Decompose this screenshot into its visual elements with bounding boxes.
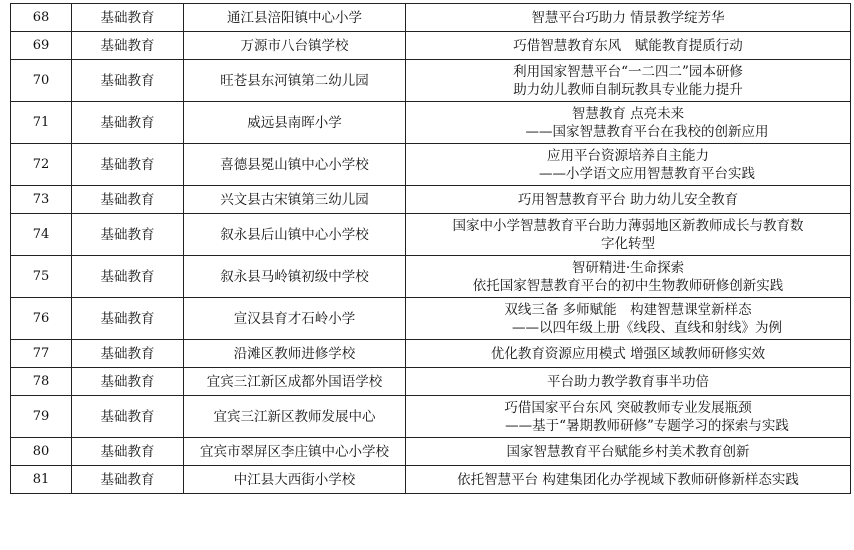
school-cell: 叙永县后山镇中心小学校 xyxy=(184,214,406,256)
row-number-cell: 70 xyxy=(11,60,72,102)
project-title-line: 巧借智慧教育东风 赋能教育提质行动 xyxy=(513,37,743,54)
project-subtitle-line: 依托国家智慧教育平台的初中生物教师研修创新实践 xyxy=(472,277,784,294)
row-number-cell: 72 xyxy=(11,144,72,186)
project-title-line: 依托智慧平台 构建集团化办学视域下教师研修新样态实践 xyxy=(457,471,799,488)
row-number-cell: 69 xyxy=(11,32,72,60)
project-title-line: 应用平台资源培养自主能力 xyxy=(547,147,709,164)
project-subtitle-line: ——小学语文应用智慧教育平台实践 xyxy=(539,165,755,182)
row-number-cell: 74 xyxy=(11,214,72,256)
project-title-cell xyxy=(406,298,851,340)
project-title-line: 双线三备 多师赋能 构建智慧课堂新样态 xyxy=(504,301,752,318)
project-title-cell xyxy=(406,102,851,144)
project-subtitle-line: ——国家智慧教育平台在我校的创新应用 xyxy=(525,123,769,140)
project-title-cell xyxy=(406,466,851,494)
project-title-line: 智研精进·生命探索 xyxy=(571,259,685,276)
project-title-line: 平台助力教学教育事半功倍 xyxy=(547,373,709,390)
project-title-cell xyxy=(406,438,851,466)
table-row xyxy=(11,438,851,466)
project-title-cell xyxy=(406,144,851,186)
project-title-cell xyxy=(406,32,851,60)
category-cell: 基础教育 xyxy=(72,438,184,466)
project-title-line: 国家中小学智慧教育平台助力薄弱地区新教师成长与教育数 xyxy=(452,217,804,234)
table-row xyxy=(11,466,851,494)
school-cell: 旺苍县东河镇第二幼儿园 xyxy=(184,60,406,102)
project-title-cell xyxy=(406,214,851,256)
row-number-cell: 79 xyxy=(11,396,72,438)
table-row xyxy=(11,144,851,186)
category-cell: 基础教育 xyxy=(72,340,184,368)
table-row xyxy=(11,186,851,214)
row-number-cell: 76 xyxy=(11,298,72,340)
table-row xyxy=(11,368,851,396)
table-row xyxy=(11,396,851,438)
school-cell: 万源市八台镇学校 xyxy=(184,32,406,60)
school-cell: 宜宾三江新区成都外国语学校 xyxy=(184,368,406,396)
project-title-cell xyxy=(406,186,851,214)
table-row xyxy=(11,60,851,102)
row-number-cell: 78 xyxy=(11,368,72,396)
row-number-cell: 68 xyxy=(11,4,72,32)
project-title-line: 利用国家智慧平台“一二四二”园本研修 xyxy=(513,63,743,80)
category-cell: 基础教育 xyxy=(72,144,184,186)
project-title-line: 巧借国家平台东风 突破教师专业发展瓶颈 xyxy=(504,399,752,416)
project-title-line: 巧用智慧教育平台 助力幼儿安全教育 xyxy=(517,191,739,208)
project-title-cell xyxy=(406,368,851,396)
row-number-cell: 81 xyxy=(11,466,72,494)
school-cell: 宜宾市翠屏区李庄镇中心小学校 xyxy=(184,438,406,466)
project-title-line: 国家智慧教育平台赋能乡村美术教育创新 xyxy=(506,443,750,460)
school-cell: 通江县涪阳镇中心小学 xyxy=(184,4,406,32)
category-cell: 基础教育 xyxy=(72,298,184,340)
category-cell: 基础教育 xyxy=(72,60,184,102)
category-cell: 基础教育 xyxy=(72,396,184,438)
table-row xyxy=(11,256,851,298)
category-cell: 基础教育 xyxy=(72,186,184,214)
row-number-cell: 77 xyxy=(11,340,72,368)
table-row xyxy=(11,298,851,340)
school-cell: 叙永县马岭镇初级中学校 xyxy=(184,256,406,298)
category-cell: 基础教育 xyxy=(72,214,184,256)
table-body xyxy=(11,4,851,494)
table-row xyxy=(11,32,851,60)
category-cell: 基础教育 xyxy=(72,466,184,494)
category-cell: 基础教育 xyxy=(72,32,184,60)
row-number-cell: 80 xyxy=(11,438,72,466)
school-cell: 宣汉县育才石岭小学 xyxy=(184,298,406,340)
category-cell: 基础教育 xyxy=(72,102,184,144)
category-cell: 基础教育 xyxy=(72,4,184,32)
row-number-cell: 71 xyxy=(11,102,72,144)
project-title-cell xyxy=(406,396,851,438)
school-cell: 中江县大西街小学校 xyxy=(184,466,406,494)
school-cell: 沿滩区教师进修学校 xyxy=(184,340,406,368)
school-cell: 兴文县古宋镇第三幼儿园 xyxy=(184,186,406,214)
school-cell: 威远县南晖小学 xyxy=(184,102,406,144)
row-number-cell: 73 xyxy=(11,186,72,214)
project-subtitle-line: 字化转型 xyxy=(601,235,655,252)
project-subtitle-line: ——基于“暑期教师研修”专题学习的探索与实践 xyxy=(505,417,789,434)
table-row xyxy=(11,340,851,368)
project-title-cell xyxy=(406,340,851,368)
school-cell: 喜德县冕山镇中心小学校 xyxy=(184,144,406,186)
project-subtitle-line: ——以四年级上册《线段、直线和射线》为例 xyxy=(512,319,782,336)
table-row xyxy=(11,102,851,144)
project-title-cell xyxy=(406,60,851,102)
category-cell: 基础教育 xyxy=(72,256,184,298)
table-row xyxy=(11,4,851,32)
project-title-line: 智慧教育 点亮未来 xyxy=(571,105,685,122)
table-row xyxy=(11,214,851,256)
row-number-cell: 75 xyxy=(11,256,72,298)
project-subtitle-line: 助力幼儿教师自制玩教具专业能力提升 xyxy=(513,81,743,98)
project-title-cell xyxy=(406,256,851,298)
category-cell: 基础教育 xyxy=(72,368,184,396)
award-list-table xyxy=(10,3,851,494)
project-title-cell xyxy=(406,4,851,32)
school-cell: 宜宾三江新区教师发展中心 xyxy=(184,396,406,438)
project-title-line: 智慧平台巧助力 情景教学绽芳华 xyxy=(531,9,725,26)
project-title-line: 优化教育资源应用模式 增强区域教师研修实效 xyxy=(490,345,766,362)
